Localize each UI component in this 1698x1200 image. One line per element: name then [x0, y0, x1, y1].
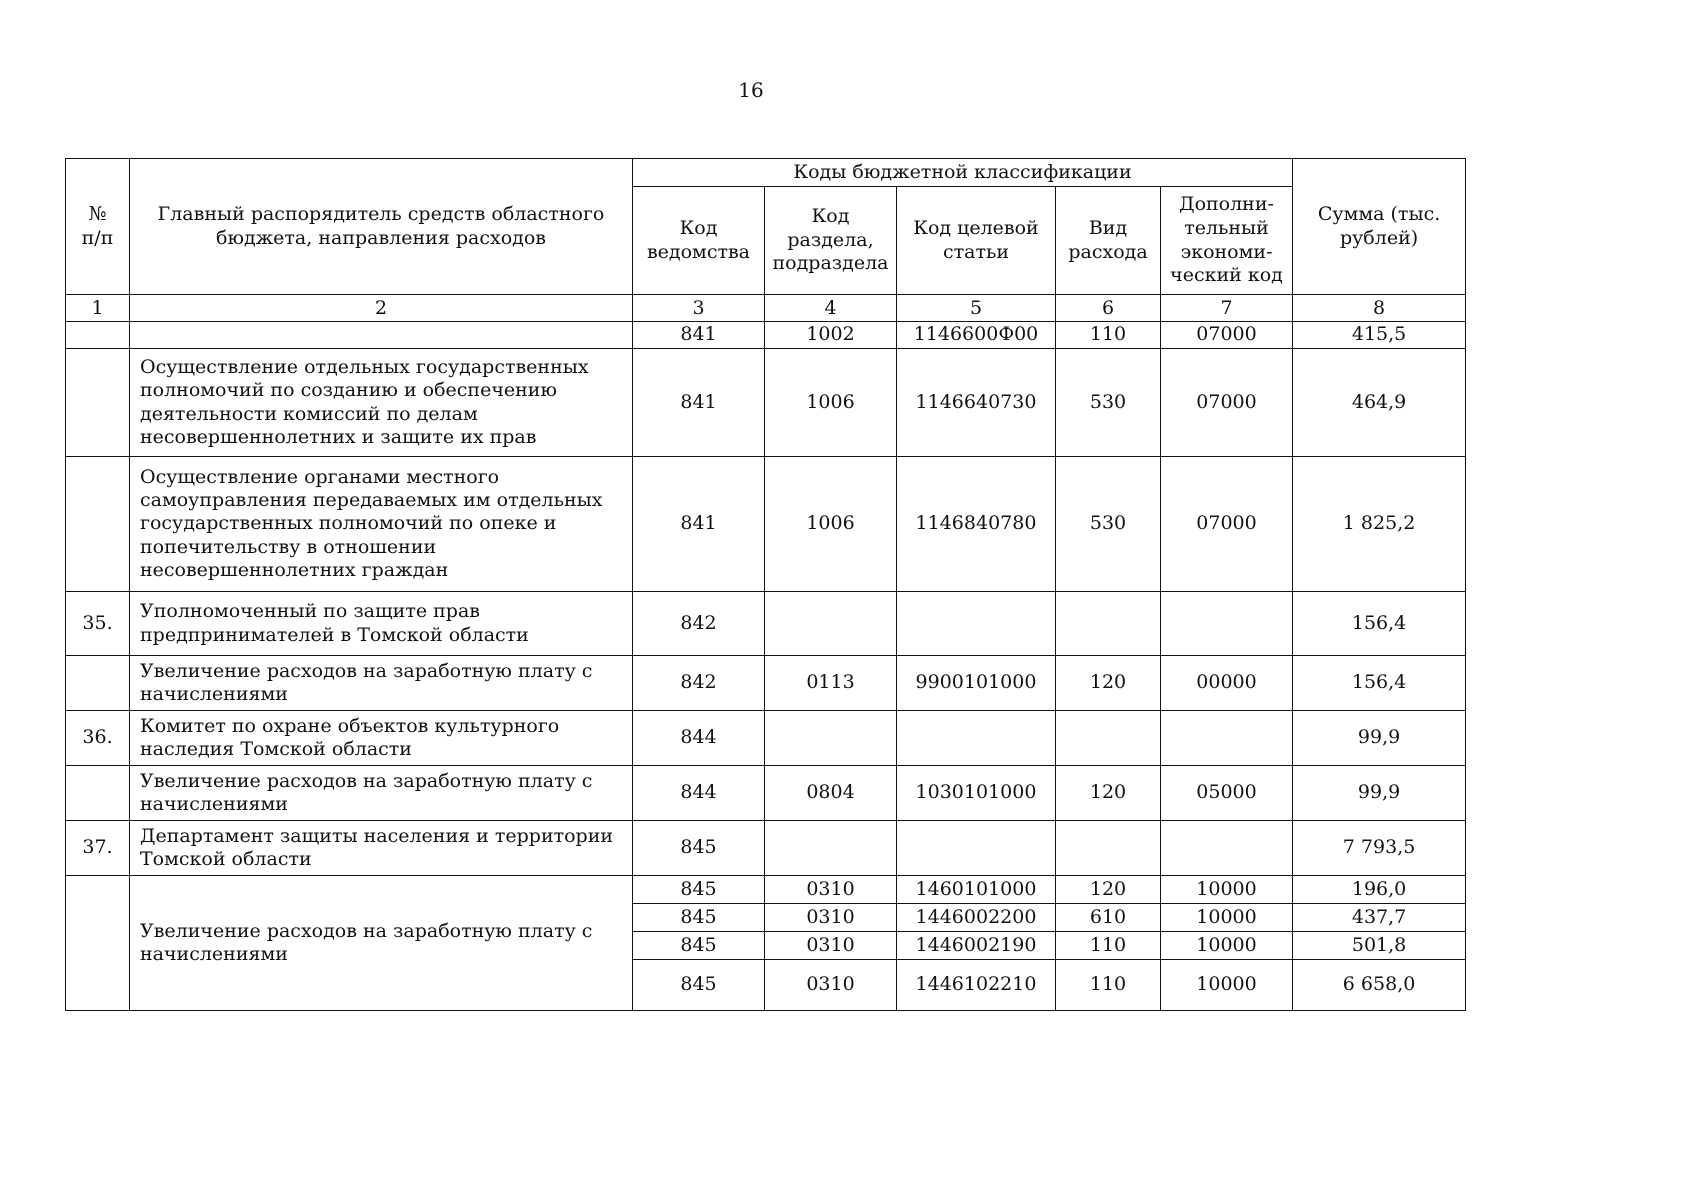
- table-row: [66, 821, 1466, 876]
- row-sum: 7 793,5: [1293, 821, 1466, 876]
- column-number: 8: [1293, 295, 1466, 322]
- row-ved: 845: [633, 876, 765, 904]
- column-number: 5: [897, 295, 1056, 322]
- column-number: 6: [1056, 295, 1161, 322]
- table-row: [66, 766, 1466, 821]
- row-num: [66, 322, 130, 349]
- row-vid: 610: [1056, 904, 1161, 932]
- table-row: [66, 711, 1466, 766]
- budget-table: [65, 158, 1466, 1011]
- row-ved: 845: [633, 960, 765, 1011]
- row-ved: 841: [633, 457, 765, 592]
- row-ved: 845: [633, 904, 765, 932]
- row-vid: [1056, 821, 1161, 876]
- row-tsel: 1446002200: [897, 904, 1056, 932]
- row-tsel: 1446002190: [897, 932, 1056, 960]
- row-ved: 841: [633, 349, 765, 457]
- row-desc: Осуществление органами местного самоуправления передаваемых им отдельных государственных полномочий по опеке и попечительству в отношении несовершеннолетних граждан: [130, 457, 633, 592]
- row-dop: 10000: [1161, 932, 1293, 960]
- row-razdel: 1006: [765, 457, 897, 592]
- row-dop: 10000: [1161, 960, 1293, 1011]
- column-number: 3: [633, 295, 765, 322]
- header-num: № п/п: [66, 159, 130, 295]
- row-desc: [130, 322, 633, 349]
- table-row: [66, 457, 1466, 592]
- row-num: 37.: [66, 821, 130, 876]
- table-row: [66, 876, 1466, 904]
- header-main: Главный распорядитель средств областного бюджета, направления расходов: [130, 159, 633, 295]
- row-tsel: 1030101000: [897, 766, 1056, 821]
- group-desc: Увеличение расходов на заработную плату с начислениями: [130, 876, 633, 1011]
- row-ved: 844: [633, 766, 765, 821]
- row-dop: [1161, 592, 1293, 656]
- row-tsel: 1146840780: [897, 457, 1056, 592]
- row-razdel: 0113: [765, 656, 897, 711]
- row-dop: 07000: [1161, 322, 1293, 349]
- row-ved: 844: [633, 711, 765, 766]
- row-sum: 156,4: [1293, 656, 1466, 711]
- header-codes-group: Коды бюджетной классификации: [633, 159, 1293, 187]
- row-dop: 10000: [1161, 904, 1293, 932]
- row-ved: 845: [633, 821, 765, 876]
- column-number: 4: [765, 295, 897, 322]
- row-sum: 99,9: [1293, 711, 1466, 766]
- row-sum: 156,4: [1293, 592, 1466, 656]
- row-tsel: 9900101000: [897, 656, 1056, 711]
- row-num: [66, 656, 130, 711]
- row-sum: 196,0: [1293, 876, 1466, 904]
- row-dop: 07000: [1161, 349, 1293, 457]
- row-tsel: 1146640730: [897, 349, 1056, 457]
- row-tsel: 1460101000: [897, 876, 1056, 904]
- row-vid: 120: [1056, 656, 1161, 711]
- row-desc: Департамент защиты населения и территории Томской области: [130, 821, 633, 876]
- row-vid: [1056, 592, 1161, 656]
- header-sum: Сумма (тыс. рублей): [1293, 159, 1466, 295]
- row-desc: Осуществление отдельных государственных полномочий по созданию и обеспечению деятельности комиссий по делам несовершеннолетних и защите их прав: [130, 349, 633, 457]
- row-tsel: [897, 592, 1056, 656]
- row-num: [66, 457, 130, 592]
- row-sum: 464,9: [1293, 349, 1466, 457]
- row-sum: 6 658,0: [1293, 960, 1466, 1011]
- row-ved: 842: [633, 592, 765, 656]
- row-razdel: 1002: [765, 322, 897, 349]
- table-row: [66, 349, 1466, 457]
- page-number: 16: [738, 78, 764, 102]
- row-razdel: 1006: [765, 349, 897, 457]
- column-number: 7: [1161, 295, 1293, 322]
- row-vid: [1056, 711, 1161, 766]
- row-dop: [1161, 711, 1293, 766]
- row-razdel: 0310: [765, 960, 897, 1011]
- row-desc: Увеличение расходов на заработную плату с начислениями: [130, 656, 633, 711]
- header-ved: Код ведомства: [633, 187, 765, 295]
- row-razdel: [765, 592, 897, 656]
- row-dop: 00000: [1161, 656, 1293, 711]
- header-dop: Дополни- тельный экономи- ческий код: [1161, 187, 1293, 295]
- row-num: 36.: [66, 711, 130, 766]
- row-vid: 110: [1056, 932, 1161, 960]
- table-row: [66, 656, 1466, 711]
- row-razdel: 0310: [765, 876, 897, 904]
- row-vid: 530: [1056, 349, 1161, 457]
- row-vid: 120: [1056, 876, 1161, 904]
- row-tsel: 1146600Ф00: [897, 322, 1056, 349]
- row-ved: 841: [633, 322, 765, 349]
- row-razdel: [765, 711, 897, 766]
- row-sum: 437,7: [1293, 904, 1466, 932]
- row-dop: 05000: [1161, 766, 1293, 821]
- row-desc: Уполномоченный по защите прав предпринимателей в Томской области: [130, 592, 633, 656]
- row-razdel: 0310: [765, 932, 897, 960]
- column-number: 2: [130, 295, 633, 322]
- row-tsel: [897, 711, 1056, 766]
- row-desc: Комитет по охране объектов культурного наследия Томской области: [130, 711, 633, 766]
- header-tsel: Код целевой статьи: [897, 187, 1056, 295]
- row-sum: 1 825,2: [1293, 457, 1466, 592]
- table-row: [66, 322, 1466, 349]
- row-vid: 110: [1056, 322, 1161, 349]
- header-razdel: Код раздела, подраздела: [765, 187, 897, 295]
- row-razdel: 0804: [765, 766, 897, 821]
- row-vid: 530: [1056, 457, 1161, 592]
- header-vid: Вид расхода: [1056, 187, 1161, 295]
- row-sum: 501,8: [1293, 932, 1466, 960]
- row-sum: 99,9: [1293, 766, 1466, 821]
- row-dop: 07000: [1161, 457, 1293, 592]
- row-dop: 10000: [1161, 876, 1293, 904]
- row-tsel: 1446102210: [897, 960, 1056, 1011]
- row-num: 35.: [66, 592, 130, 656]
- row-vid: 110: [1056, 960, 1161, 1011]
- row-dop: [1161, 821, 1293, 876]
- row-razdel: [765, 821, 897, 876]
- row-vid: 120: [1056, 766, 1161, 821]
- column-number: 1: [66, 295, 130, 322]
- row-sum: 415,5: [1293, 322, 1466, 349]
- row-num: [66, 349, 130, 457]
- row-razdel: 0310: [765, 904, 897, 932]
- row-desc: Увеличение расходов на заработную плату с начислениями: [130, 766, 633, 821]
- row-ved: 842: [633, 656, 765, 711]
- row-tsel: [897, 821, 1056, 876]
- table-row: [66, 592, 1466, 656]
- column-numbers-row: [66, 295, 1466, 322]
- group-num: [66, 876, 130, 1011]
- row-ved: 845: [633, 932, 765, 960]
- row-num: [66, 766, 130, 821]
